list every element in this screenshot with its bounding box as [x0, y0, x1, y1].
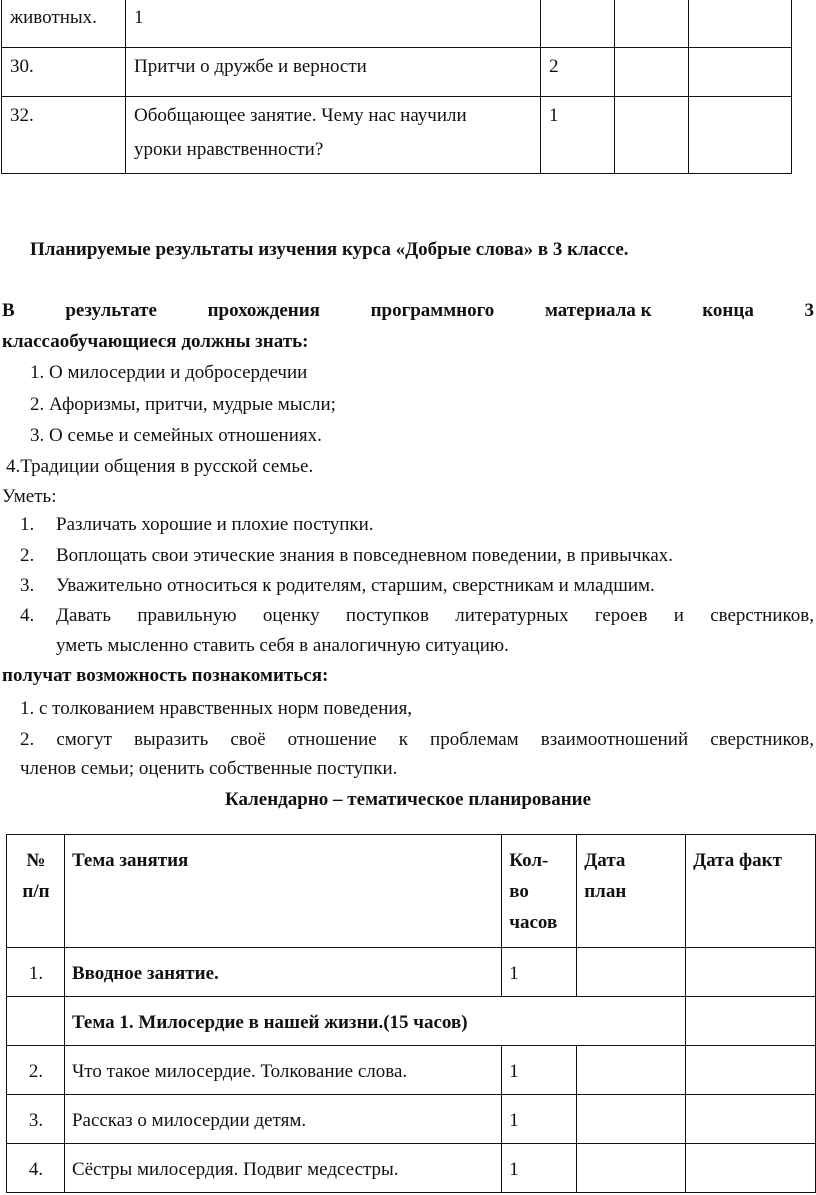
header-line: № — [26, 850, 46, 871]
table-section-row — [7, 997, 816, 1046]
header-line: Кол- — [509, 850, 549, 871]
table-row — [7, 948, 816, 997]
opportunity-item: 2. смогут выразить своё отношение к проблемам взаимоотношений сверстников, — [20, 729, 814, 750]
header-line: Дата — [584, 850, 626, 871]
table-cell: Что такое милосердие. Толкование слова. — [64, 1046, 501, 1095]
table-cell: Сёстры милосердия. Подвиг медсестры. — [64, 1144, 501, 1193]
table-cell: 1 — [502, 1095, 577, 1144]
table-cell: 2. — [7, 1046, 65, 1095]
top-lessons-table — [1, 0, 792, 174]
table-cell — [7, 997, 65, 1046]
header-topic: Тема занятия — [64, 835, 501, 948]
table-cell — [686, 948, 816, 997]
table-cell: 1 — [502, 1046, 577, 1095]
table-cell — [689, 0, 792, 48]
results-heading: Планируемые результаты изучения курса «Добрые слова» в 3 классе. — [30, 239, 629, 260]
table-cell — [686, 997, 816, 1046]
table-row — [2, 0, 792, 48]
know-item: 2. Афоризмы, притчи, мудрые мысли; — [30, 394, 336, 415]
can-label: Уметь: — [2, 486, 57, 507]
table-row — [7, 1095, 816, 1144]
table-cell — [686, 1046, 816, 1095]
table-cell — [577, 1144, 686, 1193]
calendar-table — [6, 834, 816, 1193]
table-cell: 4. — [7, 1144, 65, 1193]
intro-word: материала к — [544, 300, 652, 321]
table-cell — [689, 97, 792, 174]
intro-word: результате — [65, 300, 157, 321]
results-intro-line1 — [2, 296, 814, 326]
know-item: 1. О милосердии и добросердечии — [30, 362, 308, 383]
header-hours — [502, 835, 577, 948]
table-row — [2, 97, 792, 174]
know-item: 4.Традиции общения в русской семье. — [6, 456, 314, 477]
table-cell: 1 — [502, 1144, 577, 1193]
intro-word: В — [2, 300, 15, 321]
can-item-text: Воплощать свои этические знания в повседневном поведении, в привычках. — [56, 545, 674, 566]
table-cell — [615, 97, 689, 174]
table-cell — [686, 1144, 816, 1193]
can-item-number: 3. — [20, 575, 35, 596]
table-cell — [126, 97, 541, 174]
table-cell: 1 — [541, 97, 615, 174]
table-row — [7, 1144, 816, 1193]
can-item-number: 4. — [20, 605, 35, 626]
table-cell: 2 — [541, 48, 615, 97]
can-item-number: 1. — [20, 514, 35, 535]
table-cell — [577, 1095, 686, 1144]
table-row — [7, 1046, 816, 1095]
intro-word: прохождения — [207, 300, 320, 321]
results-intro-line2: классаобучающиеся должны знать: — [2, 331, 309, 352]
table-cell: 1. — [7, 948, 65, 997]
header-fact-date: Дата факт — [686, 835, 816, 948]
can-item-text: Уважительно относиться к родителям, старшим, сверстникам и младшим. — [56, 575, 655, 596]
header-line: п/п — [22, 881, 50, 902]
intro-word: конца — [702, 300, 754, 321]
calendar-heading: Календарно – тематическое планирование — [224, 789, 592, 810]
table-cell — [541, 0, 615, 48]
table-cell: Рассказ о милосердии детям. — [64, 1095, 501, 1144]
table-cell: Вводное занятие. — [64, 948, 501, 997]
section-title: Тема 1. Милосердие в нашей жизни.(15 часов) — [64, 997, 685, 1046]
can-item-text: Давать правильную оценку поступков литературных героев и сверстников, — [56, 605, 814, 626]
table-cell — [689, 48, 792, 97]
table-cell: 32. — [2, 97, 126, 174]
table-header-row — [7, 835, 816, 948]
table-cell: 3. — [7, 1095, 65, 1144]
table-row — [2, 48, 792, 97]
header-line: часов — [509, 912, 558, 933]
table-cell: 30. — [2, 48, 126, 97]
table-cell: животных. — [2, 0, 126, 48]
cell-line: уроки нравственности? — [134, 139, 324, 160]
table-cell — [577, 948, 686, 997]
intro-word: 3 — [804, 300, 814, 321]
can-item-text: Различать хорошие и плохие поступки. — [56, 514, 374, 535]
opportunity-item-cont: членов семьи; оценить собственные поступки. — [20, 758, 398, 779]
can-item-number: 2. — [20, 545, 35, 566]
table-cell: 1 — [502, 948, 577, 997]
cell-line: Обобщающее занятие. Чему нас научили — [134, 105, 467, 126]
table-cell — [686, 1095, 816, 1144]
table-cell — [615, 48, 689, 97]
opportunity-label: получат возможность познакомиться: — [2, 665, 329, 686]
header-plan-date — [577, 835, 686, 948]
intro-word: программного — [370, 300, 495, 321]
opportunity-item: 1. с толкованием нравственных норм поведения, — [20, 698, 413, 719]
can-item-text-cont: уметь мысленно ставить себя в аналогичную ситуацию. — [56, 635, 509, 656]
table-cell: Притчи о дружбе и верности — [126, 48, 541, 97]
know-item: 3. О семье и семейных отношениях. — [30, 425, 322, 446]
header-num — [7, 835, 65, 948]
table-cell — [615, 0, 689, 48]
table-cell — [577, 1046, 686, 1095]
header-line: во — [509, 881, 529, 902]
header-line: план — [584, 881, 627, 902]
table-cell: 1 — [126, 0, 541, 48]
